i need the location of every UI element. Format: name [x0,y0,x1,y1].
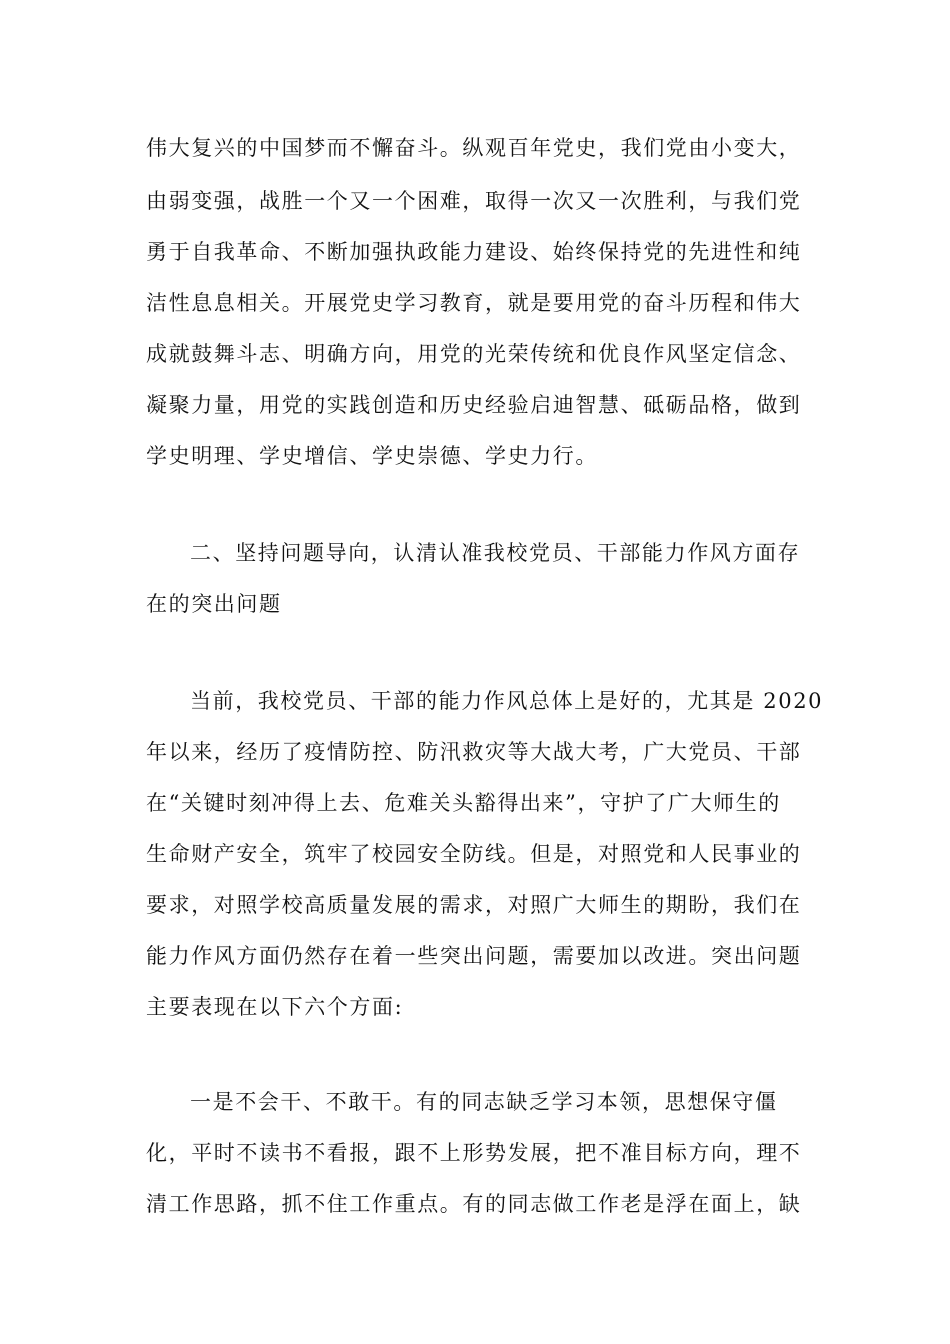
paragraph-line: 能力作风方面仍然存在着一些突出问题，需要加以改进。突出问题 [146,944,802,968]
paragraph-line: 伟大复兴的中国梦而不懈奋斗。纵观百年党史，我们党由小变大， [146,136,802,160]
section-heading-line: 二、坚持问题导向，认清认准我校党员、干部能力作风方面存 [190,541,801,565]
paragraph-line: 要求，对照学校高质量发展的需求，对照广大师生的期盼，我们在 [146,893,802,917]
paragraph-line: 在“关键时刻冲得上去、危难关头豁得出来”，守护了广大师生的 [146,791,781,815]
paragraph-line: 当前，我校党员、干部的能力作风总体上是好的，尤其是 2020 [190,689,824,713]
paragraph-line: 一是不会干、不敢干。有的同志缺乏学习本领，思想保守僵 [190,1090,778,1114]
paragraph-line: 勇于自我革命、不断加强执政能力建设、始终保持党的先进性和纯 [146,240,802,264]
paragraph-line: 主要表现在以下六个方面: [146,995,404,1019]
paragraph-line: 清工作思路，抓不住工作重点。有的同志做工作老是浮在面上，缺 [146,1192,802,1216]
section-heading-line: 在的突出问题 [146,592,282,616]
paragraph-line: 洁性息息相关。开展党史学习教育，就是要用党的奋斗历程和伟大 [146,291,802,315]
paragraph-line: 成就鼓舞斗志、明确方向，用党的光荣传统和优良作风坚定信念、 [146,342,802,366]
paragraph-line: 化，平时不读书不看报，跟不上形势发展，把不准目标方向，理不 [146,1141,802,1165]
paragraph-line: 由弱变强，战胜一个又一个困难，取得一次又一次胜利，与我们党 [146,189,802,213]
paragraph-line: 年以来，经历了疫情防控、防汛救灾等大战大考，广大党员、干部 [146,740,802,764]
paragraph-line: 生命财产安全，筑牢了校园安全防线。但是，对照党和人民事业的 [146,842,802,866]
paragraph-line: 学史明理、学史增信、学史崇德、学史力行。 [146,444,598,468]
paragraph-line: 凝聚力量，用党的实践创造和历史经验启迪智慧、砥砺品格，做到 [146,393,802,417]
